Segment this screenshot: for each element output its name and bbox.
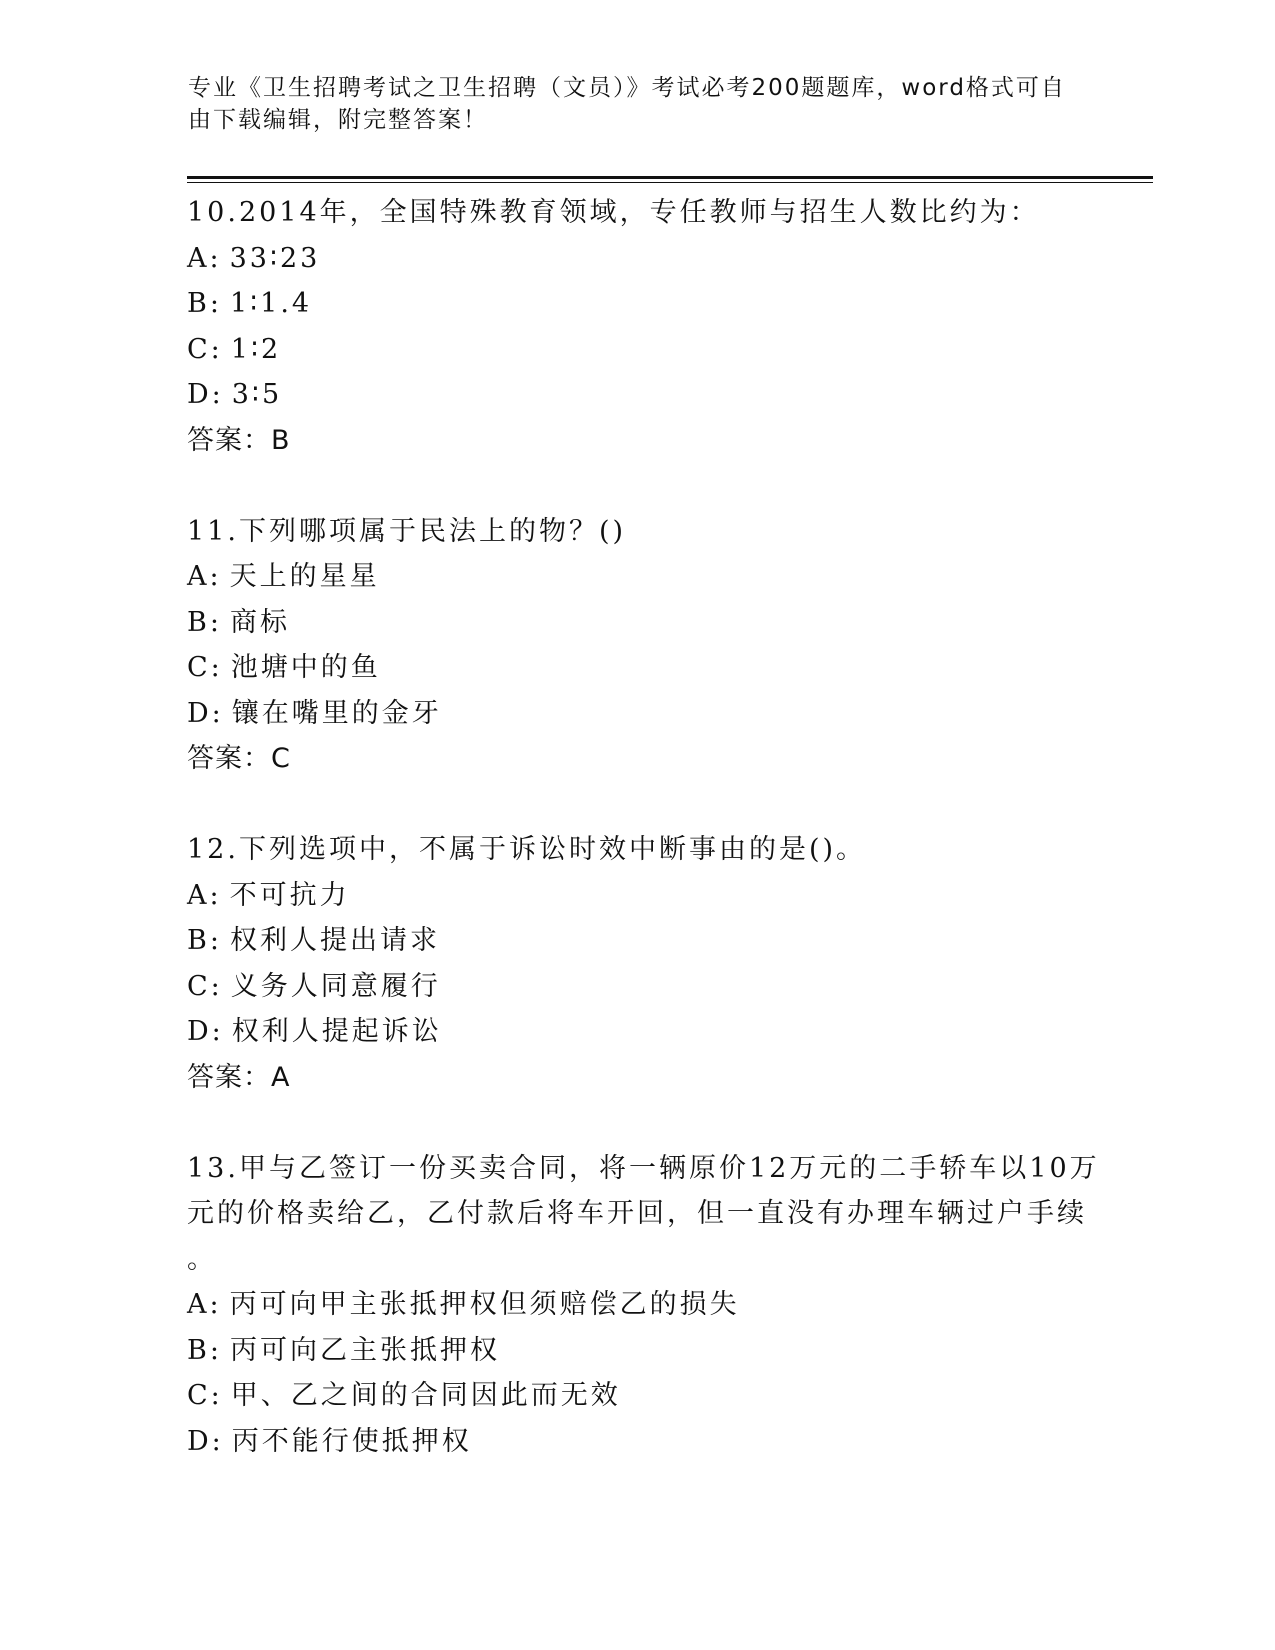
option-text: 丙不能行使抵押权	[231, 1425, 472, 1457]
question-stem-line-3: 。	[187, 1243, 217, 1275]
option-b	[187, 1328, 1087, 1374]
question-stem: 10.2014年，全国特殊教育领域，专任教师与招生人数比约为：	[187, 197, 1040, 228]
answer-line: 答案：B	[187, 424, 291, 456]
answer-line: 答案：A	[187, 1061, 291, 1093]
option-key: D:	[187, 1425, 224, 1457]
option-text: 1∶2	[230, 333, 282, 365]
option-text: 不可抗力	[229, 879, 350, 911]
option-text: 1∶1.4	[229, 288, 313, 319]
option-key: B:	[187, 606, 222, 638]
option-text: 丙可向甲主张抵押权但须赔偿乙的损失	[229, 1289, 740, 1320]
header-line-2: 由下载编辑，附完整答案！	[188, 107, 488, 133]
option-key: C:	[187, 1380, 223, 1411]
option-text: 权利人提出请求	[229, 925, 440, 956]
option-b	[187, 918, 1087, 964]
question-12	[187, 827, 1087, 1100]
option-text: 33∶23	[229, 242, 321, 274]
question-11	[187, 509, 1087, 782]
option-text: 镶在嘴里的金牙	[231, 697, 442, 729]
question-list	[187, 190, 1100, 1464]
option-key: D:	[187, 1016, 224, 1047]
option-key: C:	[187, 652, 223, 683]
question-stem-line-2: 元的价格卖给乙，乙付款后将车开回，但一直没有办理车辆过户手续	[187, 1198, 1087, 1229]
option-key: A:	[187, 242, 222, 274]
option-key: C:	[187, 970, 223, 1002]
option-key: D:	[187, 379, 224, 410]
option-d	[187, 1009, 1087, 1055]
option-a	[187, 873, 1087, 919]
option-key: B:	[187, 1334, 222, 1366]
option-text: 天上的星星	[229, 561, 380, 592]
option-a	[187, 236, 1087, 282]
option-b	[187, 281, 1087, 327]
question-10	[187, 190, 1087, 463]
option-d	[187, 691, 1087, 737]
option-d	[187, 1419, 1087, 1465]
option-c	[187, 1373, 1087, 1419]
answer-line: 答案：C	[187, 743, 291, 774]
option-key: B:	[187, 288, 222, 319]
option-key: B:	[187, 925, 222, 956]
option-c	[187, 645, 1087, 691]
option-text: 池塘中的鱼	[230, 652, 381, 683]
option-c	[187, 327, 1087, 373]
question-13	[187, 1146, 1100, 1465]
question-stem: 12.下列选项中，不属于诉讼时效中断事由的是()。	[187, 834, 867, 865]
header-line-1: 专业《卫生招聘考试之卫生招聘（文员）》考试必考200题题库，word格式可自	[188, 75, 1066, 101]
option-key: C:	[187, 333, 223, 365]
document-header	[188, 72, 1068, 136]
header-divider-thick	[187, 176, 1153, 179]
option-key: A:	[187, 1289, 222, 1320]
option-b	[187, 600, 1087, 646]
option-text: 义务人同意履行	[230, 970, 441, 1002]
option-key: A:	[187, 879, 222, 911]
question-stem-line-1: 13.甲与乙签订一份买卖合同，将一辆原价12万元的二手轿车以10万	[187, 1152, 1100, 1184]
option-key: D:	[187, 697, 224, 729]
option-text: 3∶5	[231, 379, 283, 410]
header-divider-thin	[187, 182, 1153, 183]
option-text: 商标	[229, 606, 290, 638]
option-text: 丙可向乙主张抵押权	[229, 1334, 500, 1366]
option-c	[187, 964, 1087, 1010]
option-text: 权利人提起诉讼	[231, 1016, 442, 1047]
option-a	[187, 554, 1087, 600]
question-stem: 11.下列哪项属于民法上的物？()	[187, 515, 627, 547]
option-text: 甲、乙之间的合同因此而无效	[230, 1380, 621, 1411]
option-a	[187, 1282, 1087, 1328]
option-d	[187, 372, 1087, 418]
option-key: A:	[187, 561, 222, 592]
